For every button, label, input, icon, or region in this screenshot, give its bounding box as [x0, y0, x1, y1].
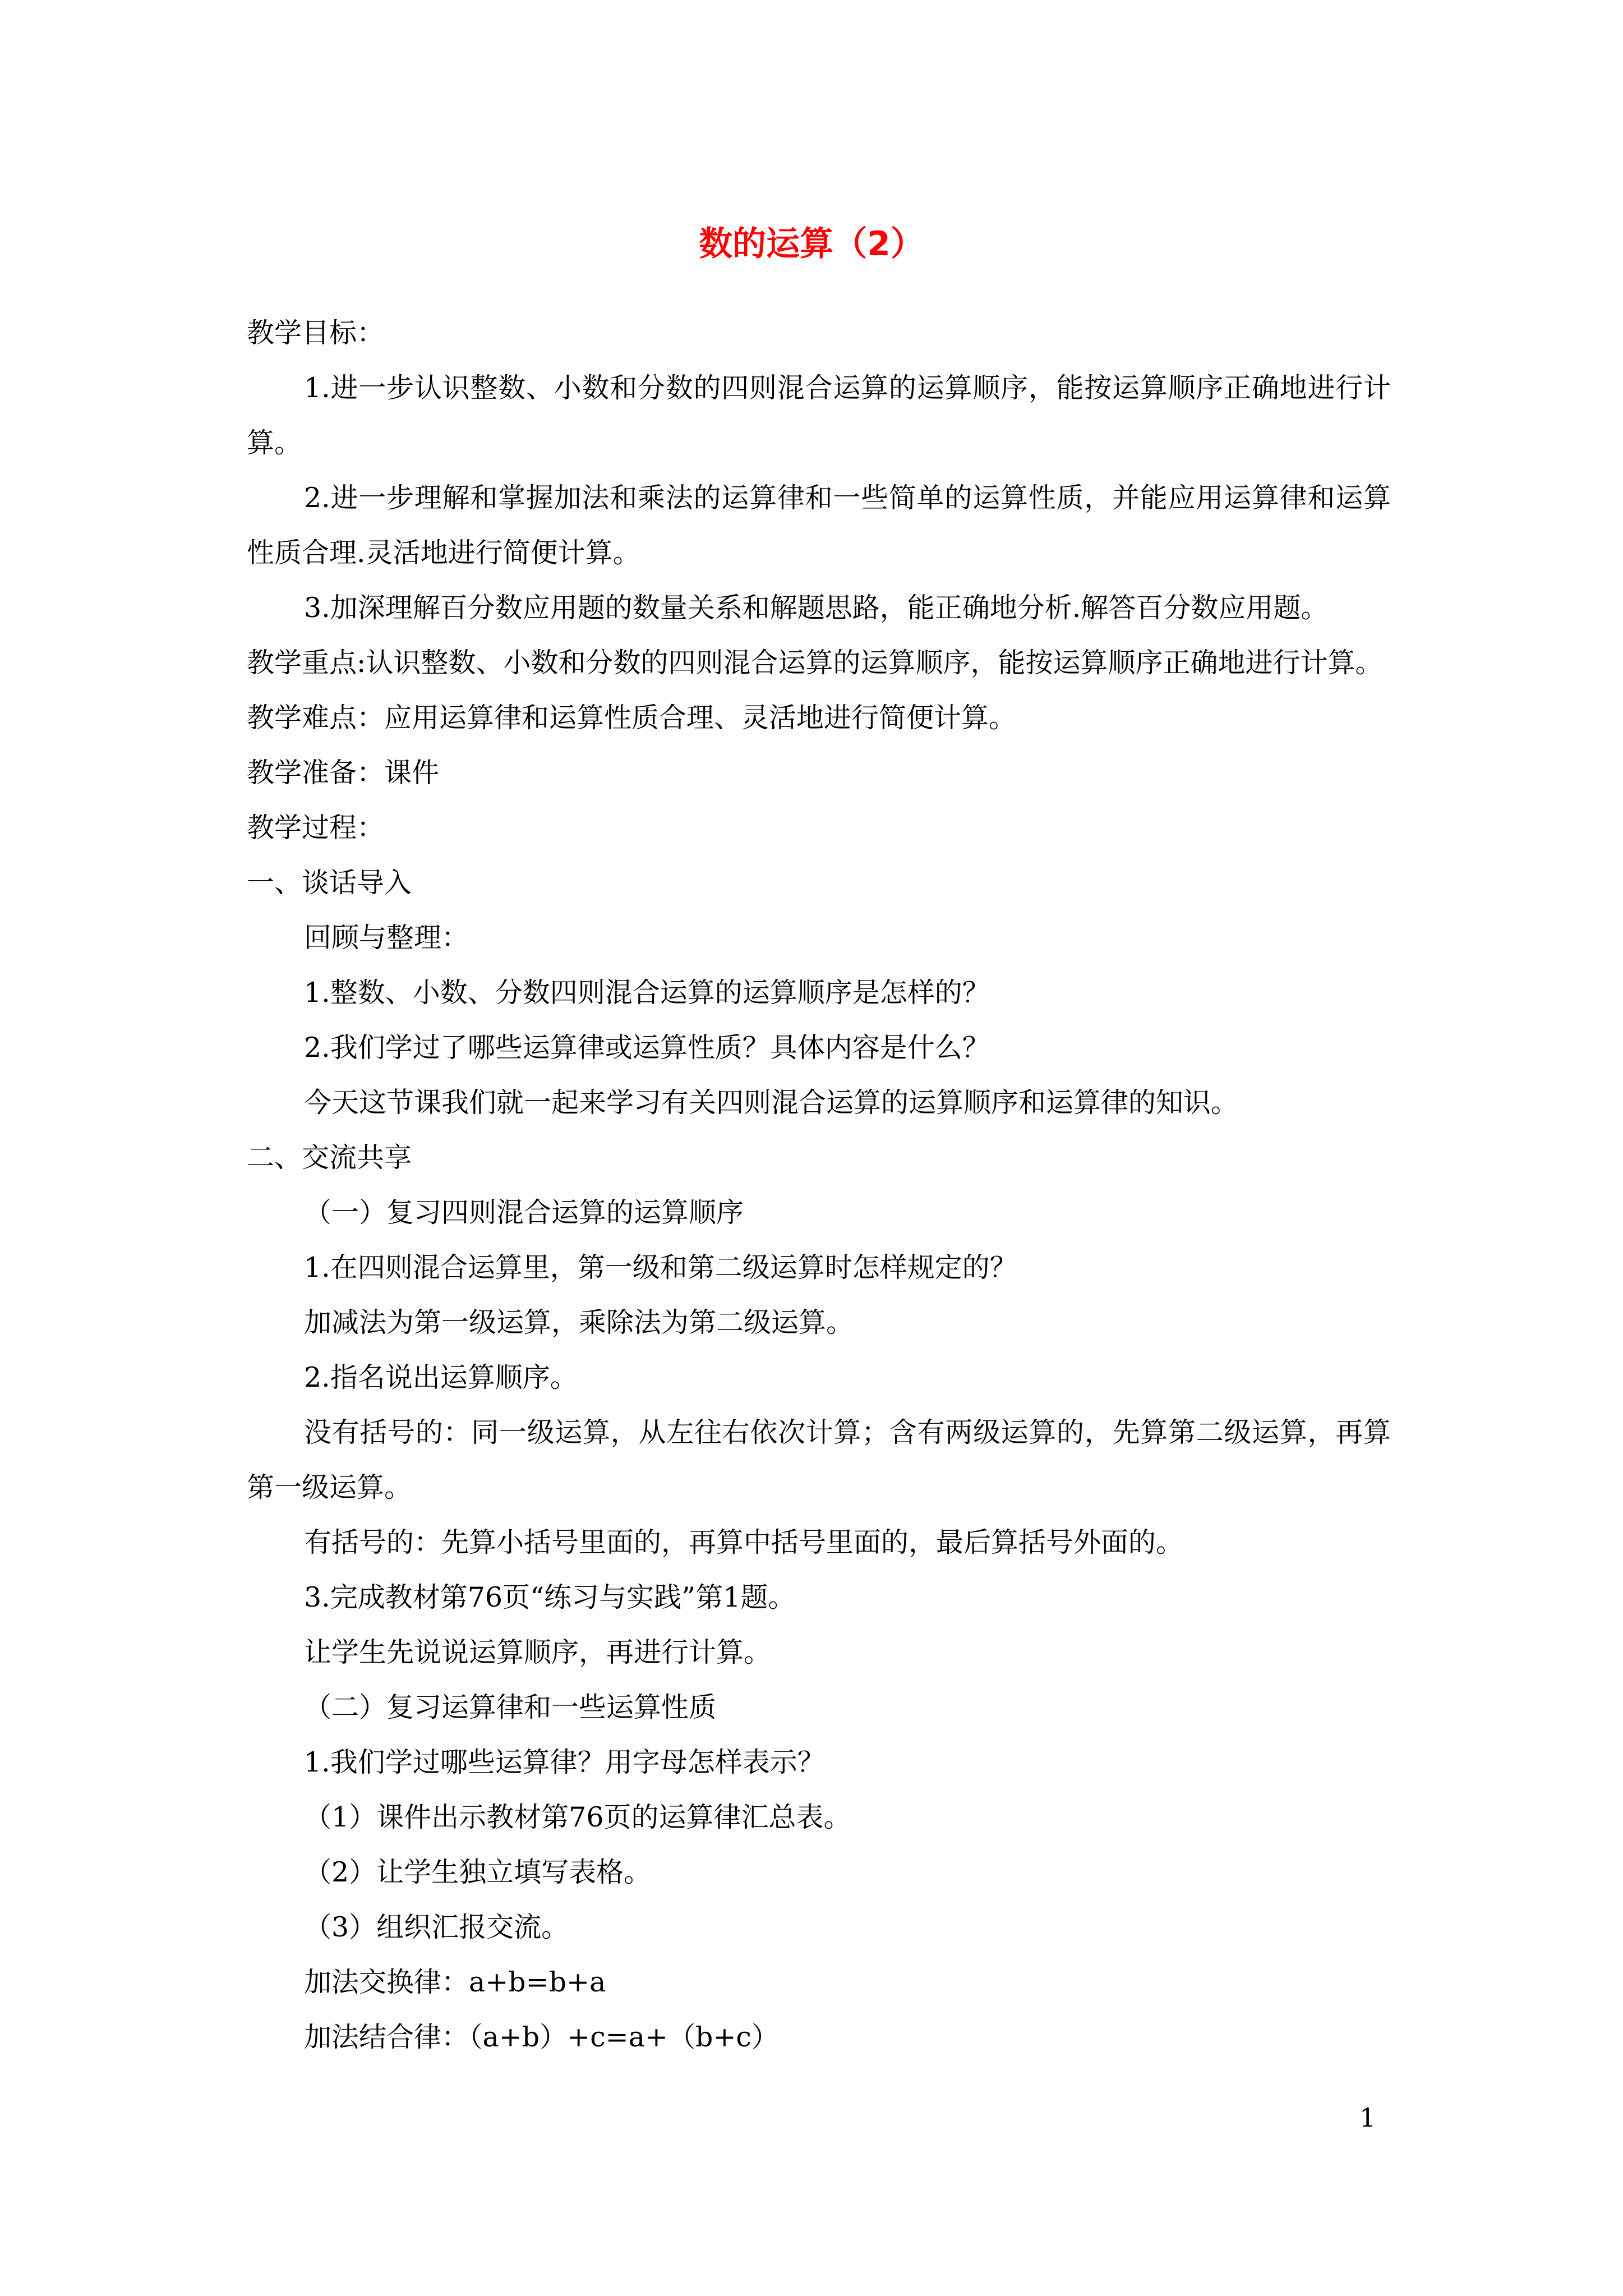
teaching-preparation: 教学准备：课件 — [247, 757, 440, 789]
subsection-1-heading: （一）复习四则混合运算的运算顺序 — [304, 1197, 744, 1228]
order-question-1: 1.在四则混合运算里，第一级和第二级运算时怎样规定的？ — [304, 1251, 1017, 1283]
objective-2: 2.进一步理解和掌握加法和乘法的运算律和一些简单的运算性质，并能应用运算律和运算性质合理.灵活地进行简便计算。 — [247, 482, 1391, 569]
laws-step-2: （2）让学生独立填写表格。 — [304, 1856, 652, 1888]
textbook-exercise-1: 3.完成教材第76页“练习与实践”第1题。 — [304, 1581, 796, 1613]
laws-question: 1.我们学过哪些运算律？用字母怎样表示？ — [304, 1746, 825, 1778]
associative-law-addition: 加法结合律：（a+b）+c=a+（b+c） — [304, 2021, 779, 2053]
review-question-2: 2.我们学过了哪些运算律或运算性质？具体内容是什么？ — [304, 1032, 990, 1064]
commutative-law-addition: 加法交换律：a+b=b+a — [304, 1966, 606, 1998]
document-body — [247, 306, 1391, 2065]
objective-1: 1.进一步认识整数、小数和分数的四则混合运算的运算顺序，能按运算顺序正确地进行计算。 — [247, 372, 1391, 459]
key-points: 教学重点:认识整数、小数和分数的四则混合运算的运算顺序，能按运算顺序正确地进行计算。 — [247, 647, 1383, 679]
section-2-heading: 二、交流共享 — [247, 1142, 412, 1174]
no-parentheses-rule: 没有括号的：同一级运算，从左往右依次计算；含有两级运算的，先算第二级运算，再算第一级运算。 — [247, 1416, 1391, 1503]
parentheses-rule: 有括号的：先算小括号里面的，再算中括号里面的，最后算括号外面的。 — [304, 1526, 1184, 1558]
subsection-2-heading: （二）复习运算律和一些运算性质 — [304, 1691, 717, 1723]
teaching-process-heading: 教学过程： — [247, 812, 385, 844]
laws-step-1: （1）课件出示教材第76页的运算律汇总表。 — [304, 1801, 851, 1833]
order-answer-1: 加减法为第一级运算，乘除法为第二级运算。 — [304, 1306, 854, 1338]
page-number: 1 — [1359, 2102, 1376, 2133]
difficult-points: 教学难点：应用运算律和运算性质合理、灵活地进行简便计算。 — [247, 702, 1017, 734]
review-question-1: 1.整数、小数、分数四则混合运算的运算顺序是怎样的？ — [304, 977, 990, 1009]
intro-sentence: 今天这节课我们就一起来学习有关四则混合运算的运算顺序和运算律的知识。 — [304, 1087, 1239, 1119]
exercise-instruction: 让学生先说说运算顺序，再进行计算。 — [304, 1636, 772, 1668]
section-heading-objectives: 教学目标： — [247, 317, 385, 349]
objective-3: 3.加深理解百分数应用题的数量关系和解题思路，能正确地分析.解答百分数应用题。 — [304, 592, 1329, 624]
document-title: 数的运算（2） — [699, 224, 924, 264]
order-question-2: 2.指名说出运算顺序。 — [304, 1361, 578, 1393]
laws-step-3: （3）组织汇报交流。 — [304, 1911, 569, 1943]
section-1-heading: 一、谈话导入 — [247, 867, 412, 899]
review-heading: 回顾与整理： — [304, 922, 469, 954]
